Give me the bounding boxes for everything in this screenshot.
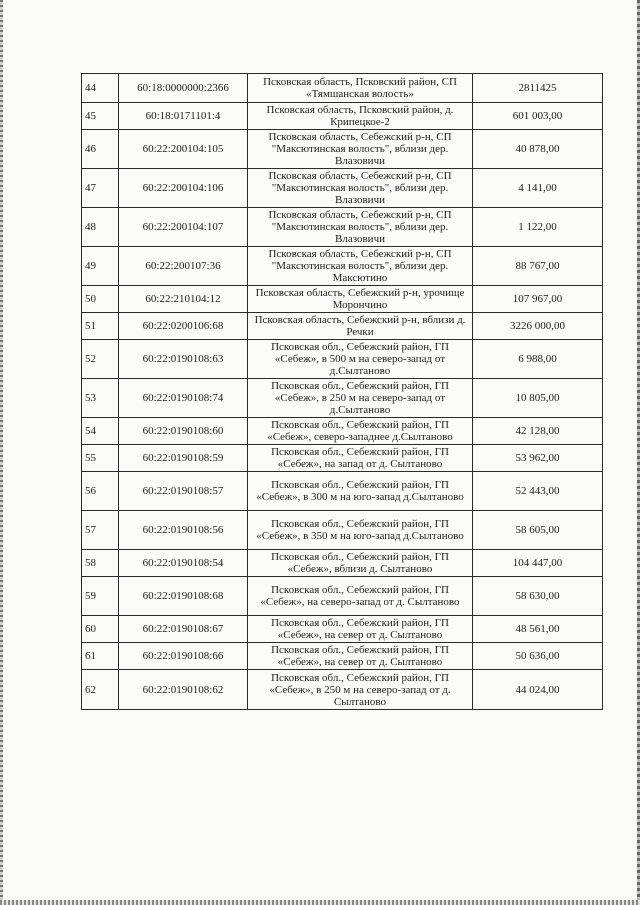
address-cell: Псковская обл., Себежский район, ГП «Себеж», на запад от д. Сылтаново <box>248 445 473 472</box>
table-row <box>82 550 603 577</box>
address-cell: Псковская область, Псковский район, СП «Тямшанская волость» <box>248 74 473 103</box>
address-cell: Псковская область, Себежский р-н, СП "Максютинская волость", вблизи дер. Влазовичи <box>248 208 473 247</box>
cadastral-number-cell: 60:22:0190108:56 <box>119 511 248 550</box>
table-row <box>82 169 603 208</box>
row-number-cell: 52 <box>82 340 119 379</box>
table-row <box>82 208 603 247</box>
value-cell: 104 447,00 <box>473 550 603 577</box>
cadastral-number-cell: 60:18:0000000:2366 <box>119 74 248 103</box>
table-row <box>82 577 603 616</box>
table-body <box>82 74 603 710</box>
cadastral-number-cell: 60:22:0190108:57 <box>119 472 248 511</box>
address-cell: Псковская обл., Себежский район, ГП «Себеж», в 300 м на юго-запад д.Сылтаново <box>248 472 473 511</box>
table-row <box>82 286 603 313</box>
table-row <box>82 445 603 472</box>
row-number-cell: 59 <box>82 577 119 616</box>
cadastral-number-cell: 60:22:200104:107 <box>119 208 248 247</box>
row-number-cell: 49 <box>82 247 119 286</box>
table-row <box>82 670 603 710</box>
value-cell: 50 636,00 <box>473 643 603 670</box>
table-row <box>82 418 603 445</box>
land-plots-table <box>81 73 603 710</box>
cadastral-number-cell: 60:22:210104:12 <box>119 286 248 313</box>
cadastral-number-cell: 60:22:0190108:74 <box>119 379 248 418</box>
value-cell: 6 988,00 <box>473 340 603 379</box>
cadastral-number-cell: 60:22:0190108:59 <box>119 445 248 472</box>
table-row <box>82 511 603 550</box>
value-cell: 4 141,00 <box>473 169 603 208</box>
table-row <box>82 616 603 643</box>
table-row <box>82 379 603 418</box>
value-cell: 58 605,00 <box>473 511 603 550</box>
table-row <box>82 643 603 670</box>
row-number-cell: 45 <box>82 103 119 130</box>
address-cell: Псковская область, Себежский р-н, СП "Максютинская волость", вблизи дер. Влазовичи <box>248 130 473 169</box>
address-cell: Псковская область, Себежский р-н, вблизи д. Речки <box>248 313 473 340</box>
value-cell: 58 630,00 <box>473 577 603 616</box>
cadastral-number-cell: 60:22:0190108:54 <box>119 550 248 577</box>
value-cell: 48 561,00 <box>473 616 603 643</box>
address-cell: Псковская обл., Себежский район, ГП «Себеж», северо-западнее д.Сылтаново <box>248 418 473 445</box>
row-number-cell: 57 <box>82 511 119 550</box>
scan-edge-left <box>0 0 3 905</box>
value-cell: 2811425 <box>473 74 603 103</box>
address-cell: Псковская обл., Себежский район, ГП «Себеж», в 250 м на северо-запад от д.Сылтаново <box>248 379 473 418</box>
value-cell: 42 128,00 <box>473 418 603 445</box>
row-number-cell: 48 <box>82 208 119 247</box>
address-cell: Псковская обл., Себежский район, ГП «Себеж», в 250 м на северо-запад от д. Сылтаново <box>248 670 473 710</box>
cadastral-number-cell: 60:22:200104:105 <box>119 130 248 169</box>
row-number-cell: 54 <box>82 418 119 445</box>
row-number-cell: 50 <box>82 286 119 313</box>
row-number-cell: 56 <box>82 472 119 511</box>
address-cell: Псковская область, Себежский р-н, СП "Максютинская волость", вблизи дер. Влазовичи <box>248 169 473 208</box>
row-number-cell: 58 <box>82 550 119 577</box>
cadastral-number-cell: 60:22:0200106:68 <box>119 313 248 340</box>
scan-edge-bottom <box>0 900 640 905</box>
table-row <box>82 313 603 340</box>
value-cell: 88 767,00 <box>473 247 603 286</box>
address-cell: Псковская обл., Себежский район, ГП «Себеж», вблизи д. Сылтаново <box>248 550 473 577</box>
cadastral-number-cell: 60:18:0171101:4 <box>119 103 248 130</box>
address-cell: Псковская обл., Себежский район, ГП «Себеж», на север от д. Сылтаново <box>248 616 473 643</box>
cadastral-number-cell: 60:22:0190108:66 <box>119 643 248 670</box>
row-number-cell: 62 <box>82 670 119 710</box>
address-cell: Псковская обл., Себежский район, ГП «Себеж», на север от д. Сылтаново <box>248 643 473 670</box>
row-number-cell: 53 <box>82 379 119 418</box>
value-cell: 53 962,00 <box>473 445 603 472</box>
cadastral-number-cell: 60:22:0190108:62 <box>119 670 248 710</box>
row-number-cell: 60 <box>82 616 119 643</box>
table-row <box>82 130 603 169</box>
table-row <box>82 74 603 103</box>
cadastral-number-cell: 60:22:0190108:60 <box>119 418 248 445</box>
value-cell: 107 967,00 <box>473 286 603 313</box>
table-row <box>82 472 603 511</box>
cadastral-number-cell: 60:22:0190108:67 <box>119 616 248 643</box>
table-row <box>82 340 603 379</box>
table-row <box>82 103 603 130</box>
address-cell: Псковская обл., Себежский район, ГП «Себеж», на северо-запад от д. Сылтаново <box>248 577 473 616</box>
value-cell: 601 003,00 <box>473 103 603 130</box>
address-cell: Псковская область, Себежский р-н, СП "Максютинская волость", вблизи дер. Максютино <box>248 247 473 286</box>
row-number-cell: 46 <box>82 130 119 169</box>
cadastral-number-cell: 60:22:0190108:63 <box>119 340 248 379</box>
value-cell: 1 122,00 <box>473 208 603 247</box>
address-cell: Псковская обл., Себежский район, ГП «Себеж», в 500 м на северо-запад от д.Сылтаново <box>248 340 473 379</box>
cadastral-number-cell: 60:22:200107:36 <box>119 247 248 286</box>
cadastral-number-cell: 60:22:0190108:68 <box>119 577 248 616</box>
address-cell: Псковская область, Себежский р-н, урочище Морончино <box>248 286 473 313</box>
cadastral-number-cell: 60:22:200104:106 <box>119 169 248 208</box>
row-number-cell: 44 <box>82 74 119 103</box>
value-cell: 52 443,00 <box>473 472 603 511</box>
row-number-cell: 61 <box>82 643 119 670</box>
address-cell: Псковская область, Псковский район, д. Крипецкое-2 <box>248 103 473 130</box>
address-cell: Псковская обл., Себежский район, ГП «Себеж», в 350 м на юго-запад д.Сылтаново <box>248 511 473 550</box>
row-number-cell: 55 <box>82 445 119 472</box>
value-cell: 40 878,00 <box>473 130 603 169</box>
value-cell: 3226 000,00 <box>473 313 603 340</box>
row-number-cell: 51 <box>82 313 119 340</box>
value-cell: 10 805,00 <box>473 379 603 418</box>
table-row <box>82 247 603 286</box>
row-number-cell: 47 <box>82 169 119 208</box>
value-cell: 44 024,00 <box>473 670 603 710</box>
